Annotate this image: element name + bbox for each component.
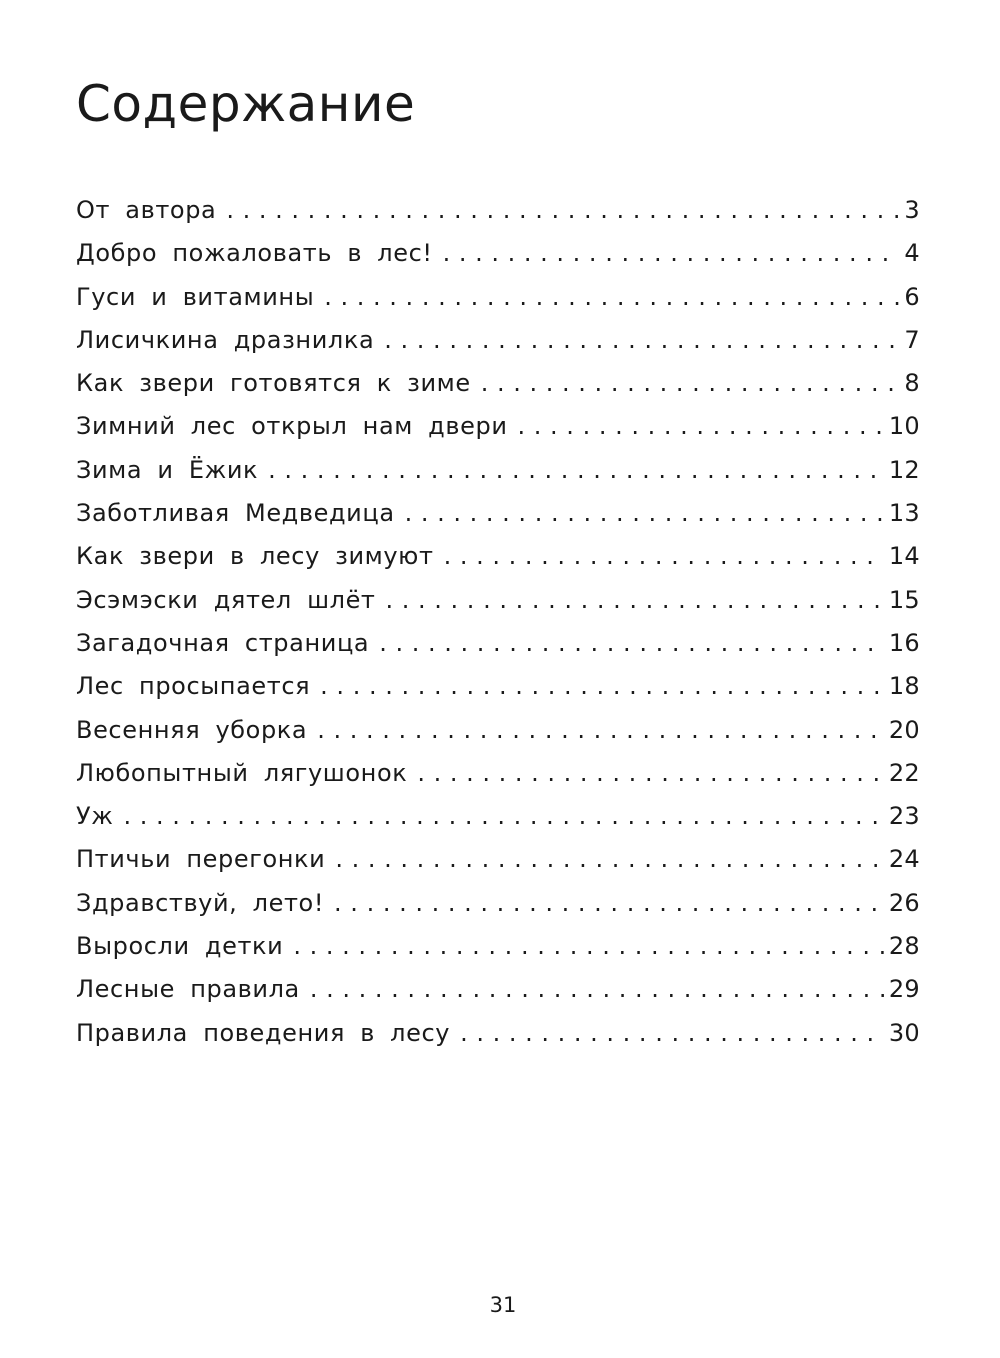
toc-entry[interactable] <box>76 925 920 968</box>
toc-entry-title: Правила поведения в лесу <box>76 1018 451 1047</box>
toc-entry-page: 18 <box>888 672 920 701</box>
toc-entry[interactable] <box>76 579 920 622</box>
toc-entry-title: Зимний лес открыл нам двери <box>76 412 508 441</box>
toc-entry-title: Лес просыпается <box>76 672 311 701</box>
toc-entry-page: 4 <box>904 239 920 268</box>
toc-entry-page: 14 <box>888 542 920 571</box>
toc-entry[interactable] <box>76 968 920 1011</box>
toc-leader-dots <box>481 362 901 405</box>
table-of-contents <box>76 189 920 1055</box>
toc-leader-dots <box>405 492 885 535</box>
toc-entry-page: 10 <box>888 412 920 441</box>
page-title: Содержание <box>76 75 416 133</box>
toc-entry[interactable] <box>76 405 920 448</box>
toc-entry-title: От автора <box>76 196 217 224</box>
toc-leader-dots <box>379 622 885 665</box>
toc-entry[interactable] <box>76 189 920 232</box>
toc-entry[interactable] <box>76 882 920 925</box>
toc-entry-title: Здравствуй, лето! <box>76 888 325 917</box>
toc-entry-page: 28 <box>888 932 920 961</box>
toc-entry-title: Заботливая Медведица <box>76 499 395 528</box>
toc-entry[interactable] <box>76 535 920 578</box>
toc-entry[interactable] <box>76 622 920 665</box>
toc-entry[interactable] <box>76 838 920 881</box>
toc-leader-dots <box>226 189 900 232</box>
toc-leader-dots <box>335 838 885 881</box>
toc-entry[interactable] <box>76 1012 920 1055</box>
toc-leader-dots <box>123 795 884 838</box>
toc-entry[interactable] <box>76 492 920 535</box>
toc-entry-title: Уж <box>76 802 114 831</box>
toc-entry-page: 23 <box>888 802 920 831</box>
toc-entry[interactable] <box>76 362 920 405</box>
toc-entry-page: 20 <box>888 715 920 744</box>
toc-entry-title: Гуси и витамины <box>76 282 315 311</box>
toc-leader-dots <box>310 968 885 1011</box>
toc-entry-title: Лисичкина дразнилка <box>76 325 375 354</box>
toc-entry[interactable] <box>76 449 920 492</box>
toc-entry-page: 7 <box>904 325 920 354</box>
toc-entry-title: Эсэмэски дятел шлёт <box>76 585 376 614</box>
toc-entry[interactable] <box>76 795 920 838</box>
toc-entry-title: Как звери готовятся к зиме <box>76 369 471 398</box>
toc-entry[interactable] <box>76 752 920 795</box>
toc-entry[interactable] <box>76 232 920 275</box>
toc-entry-page: 22 <box>888 758 920 787</box>
toc-entry-title: Зима и Ёжик <box>76 455 259 484</box>
toc-leader-dots <box>444 535 885 578</box>
toc-entry[interactable] <box>76 319 920 362</box>
toc-leader-dots <box>384 319 900 362</box>
toc-entry-page: 3 <box>904 196 920 224</box>
toc-leader-dots <box>293 925 885 968</box>
toc-entry-page: 8 <box>904 369 920 398</box>
toc-leader-dots <box>417 752 885 795</box>
toc-entry-title: Весенняя уборка <box>76 715 308 744</box>
toc-entry-title: Любопытный лягушонок <box>76 758 408 787</box>
page-number: 31 <box>489 1293 517 1317</box>
toc-leader-dots <box>386 579 885 622</box>
toc-entry-page: 24 <box>888 845 920 874</box>
toc-leader-dots <box>320 665 885 708</box>
toc-entry-page: 6 <box>904 282 920 311</box>
toc-entry-title: Лесные правила <box>76 975 300 1004</box>
toc-entry-page: 15 <box>888 585 920 614</box>
toc-leader-dots <box>518 405 885 448</box>
toc-entry[interactable] <box>76 665 920 708</box>
toc-leader-dots <box>460 1012 885 1055</box>
toc-entry-title: Загадочная страница <box>76 628 370 657</box>
toc-leader-dots <box>324 276 900 319</box>
toc-entry-title: Добро пожаловать в лес! <box>76 239 433 268</box>
toc-entry[interactable] <box>76 709 920 752</box>
toc-entry-page: 26 <box>888 888 920 917</box>
toc-leader-dots <box>268 449 885 492</box>
toc-entry-page: 16 <box>888 628 920 657</box>
toc-leader-dots <box>443 232 901 275</box>
toc-entry-title: Птичьи перегонки <box>76 845 326 874</box>
toc-entry-title: Выросли детки <box>76 932 284 961</box>
toc-entry-title: Как звери в лесу зимуют <box>76 542 434 571</box>
toc-entry-page: 29 <box>888 975 920 1004</box>
toc-entry-page: 12 <box>888 455 920 484</box>
toc-entry-page: 13 <box>888 499 920 528</box>
toc-leader-dots <box>334 882 885 925</box>
toc-entry-page: 30 <box>888 1018 920 1047</box>
toc-leader-dots <box>317 709 885 752</box>
toc-entry[interactable] <box>76 276 920 319</box>
